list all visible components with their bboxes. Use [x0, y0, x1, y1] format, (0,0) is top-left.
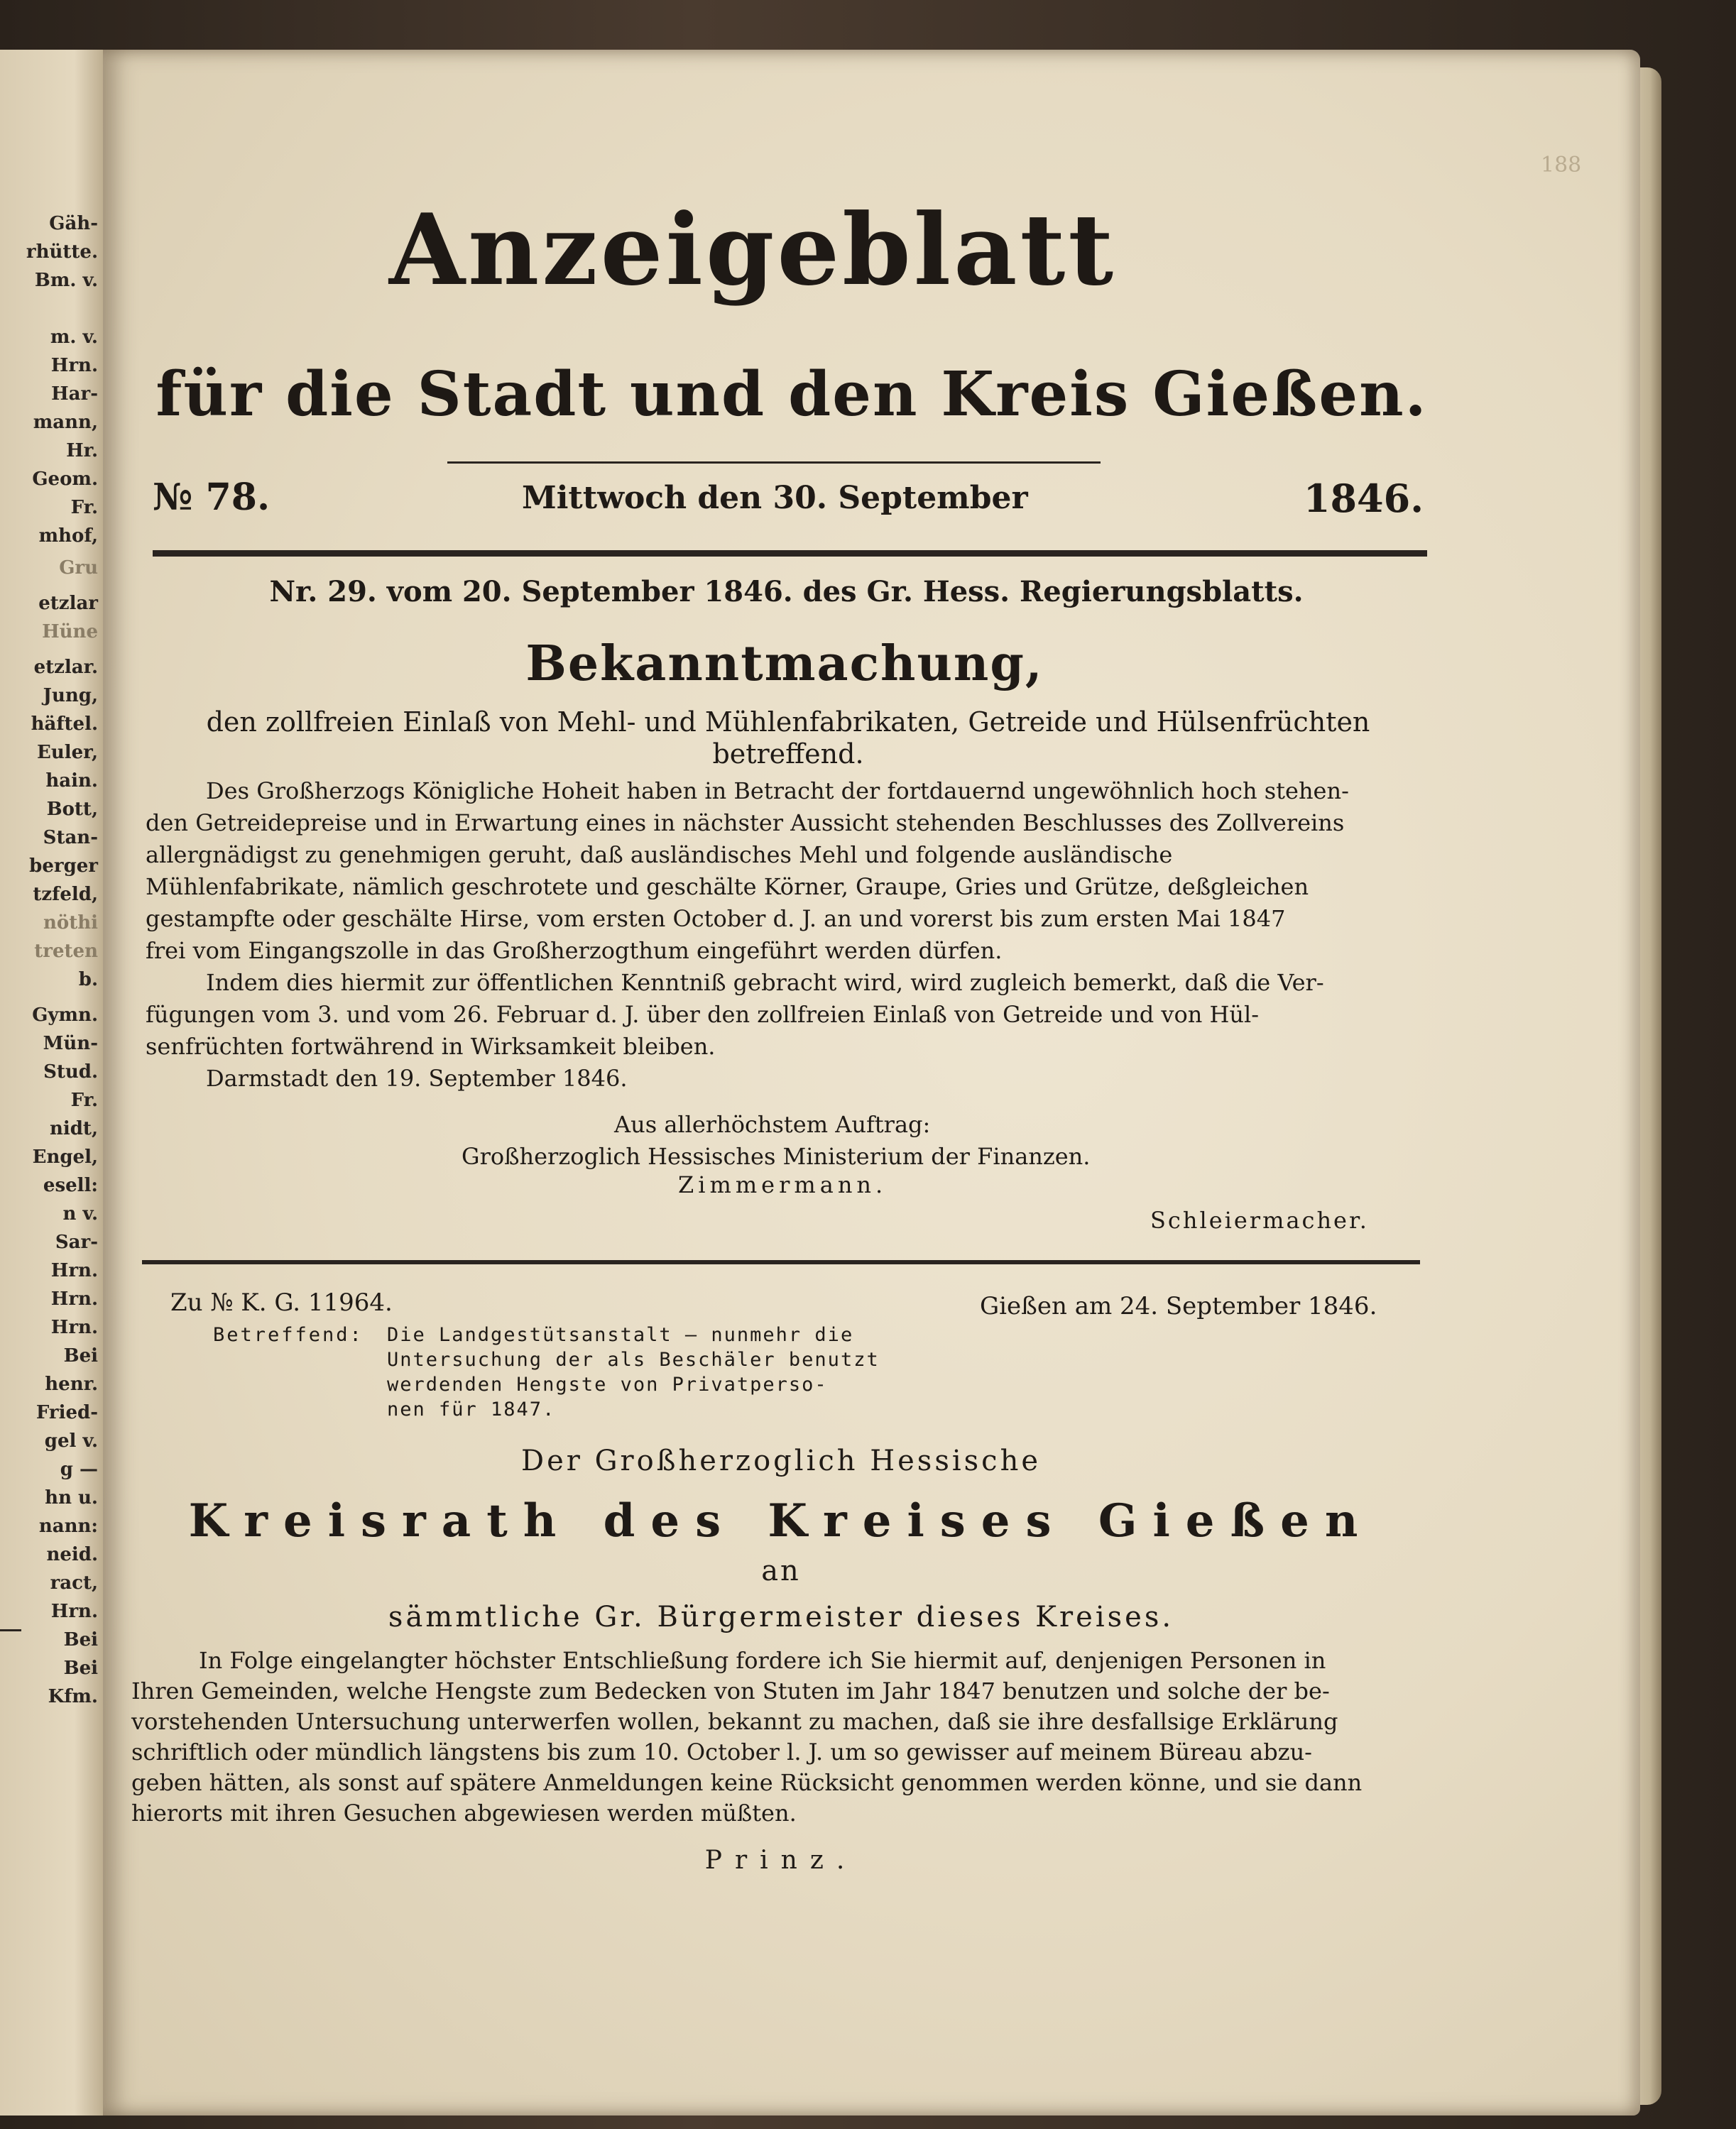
left-fragment: nöthi: [43, 912, 98, 934]
subject-line: nen für 1847.: [387, 1399, 556, 1421]
left-fragment: Geom.: [32, 469, 98, 490]
article1-body-line: Darmstadt den 19. September 1846.: [206, 1065, 628, 1092]
issue-number: № 78.: [153, 476, 271, 519]
subject-line: Untersuchung der als Beschäler benutzt: [387, 1349, 880, 1371]
left-fragment: Hr.: [66, 440, 98, 461]
article1-reference: Nr. 29. vom 20. September 1846. des Gr. Hess. Regierungsblatts.: [269, 575, 1304, 608]
left-fragment: etzlar.: [33, 657, 98, 678]
left-fragment: rhütte.: [26, 241, 98, 263]
left-fragment: Stud.: [43, 1061, 98, 1083]
addressee-line: sämmtliche Gr. Bürgermeister dieses Kreises.: [388, 1601, 1174, 1633]
subject-label: Betreffend:: [213, 1324, 364, 1346]
ministry-name: Großherzoglich Hessisches Ministerium der Finanzen.: [462, 1143, 1091, 1170]
left-fragment: gel v.: [44, 1430, 98, 1452]
left-fragment: g —: [60, 1459, 98, 1480]
left-fragment: tzfeld,: [33, 884, 98, 905]
article1-heading: Bekanntmachung,: [525, 635, 1044, 692]
left-fragment: mann,: [33, 412, 98, 433]
secretary-signature: Schleiermacher.: [1150, 1207, 1369, 1234]
left-fragment: Bei: [63, 1629, 98, 1651]
article2-reference: Zu № K. G. 11964.: [170, 1288, 393, 1317]
article2-body-line: hierorts mit ihren Gesuchen abgewiesen werden müßten.: [131, 1800, 797, 1827]
article1-body-line: Indem dies hiermit zur öffentlichen Kenntniß gebracht wird, wird zugleich bemerkt, daß die Ver-: [206, 969, 1324, 996]
left-fragment: neid.: [46, 1544, 98, 1565]
left-fragment: Hrn.: [50, 1288, 98, 1310]
issue-date: Mittwoch den 30. September: [522, 480, 1028, 516]
left-fragment: Stan-: [43, 827, 98, 848]
left-fragment: Hüne: [42, 621, 98, 642]
left-fragment: Gäh-: [49, 213, 98, 234]
article2-body-line: In Folge eingelangter höchster Entschließung fordere ich Sie hiermit auf, denjenigen Personen in: [199, 1647, 1326, 1674]
section-rule: [142, 1260, 1420, 1264]
left-fragment: esell:: [43, 1175, 98, 1196]
left-fragment: berger: [29, 855, 98, 877]
left-fragment: m. v.: [50, 327, 98, 348]
address-an: an: [761, 1555, 801, 1587]
left-fragment: Fried-: [36, 1402, 98, 1423]
left-fragment: hn u.: [45, 1487, 98, 1509]
masthead-subtitle: für die Stadt und den Kreis Gießen.: [155, 359, 1428, 430]
left-fragment: hain.: [45, 770, 98, 792]
article1-body-line: Des Großherzogs Königliche Hoheit haben in Betracht der fortdauernd ungewöhnlich hoch stehen-: [206, 777, 1349, 804]
page-number: 188: [1541, 153, 1582, 177]
left-fragment: Gymn.: [32, 1005, 98, 1026]
left-fragment: Bei: [63, 1658, 98, 1679]
left-fragment: Mün-: [43, 1033, 98, 1054]
left-fragment: Sar-: [55, 1232, 98, 1253]
article2-place-date: Gießen am 24. September 1846.: [980, 1292, 1377, 1320]
subject-line: werdenden Hengste von Privatperso-: [387, 1374, 828, 1396]
article1-body-line: frei vom Eingangszolle in das Großherzogthum eingeführt werden dürfen.: [146, 937, 1003, 964]
article1-body-line: gestampfte oder geschälte Hirse, vom ersten October d. J. an und vorerst bis zum ersten Mai 1847: [146, 905, 1286, 932]
minister-signature: Zimmermann.: [678, 1171, 888, 1198]
left-fragment: Fr.: [70, 1090, 98, 1111]
left-fragment: nidt,: [49, 1118, 98, 1139]
left-fragment: Engel,: [32, 1146, 98, 1168]
article1-body-line: den Getreidepreise und in Erwartung eines in nächster Aussicht stehenden Beschlusses des Zollvereins: [146, 809, 1345, 836]
left-fragment: Fr.: [70, 497, 98, 518]
left-fragment: Hrn.: [50, 1317, 98, 1338]
left-fragment: Jung,: [43, 685, 98, 706]
left-fragment: b.: [78, 969, 98, 990]
article1-body-line: fügungen vom 3. und vom 26. Februar d. J. über den zollfreien Einlaß von Getreide und von Hül-: [146, 1001, 1260, 1028]
left-fragment: Gru: [59, 557, 98, 579]
left-fragment: Kfm.: [48, 1686, 98, 1707]
left-fragment: ract,: [50, 1572, 98, 1594]
masthead-rule: [447, 461, 1101, 464]
article1-body-line: allergnädigst zu genehmigen geruht, daß ausländisches Mehl und folgende ausländische: [146, 841, 1173, 868]
left-fragment: Hrn.: [50, 1601, 98, 1622]
header-rule: [153, 550, 1427, 557]
left-fragment: treten: [34, 941, 98, 962]
article1-body-line: Mühlenfabrikate, nämlich geschrotete und geschälte Körner, Graupe, Gries und Grütze, deßgleichen: [146, 873, 1309, 900]
left-fragment: henr.: [45, 1374, 98, 1395]
issue-row: [153, 476, 1424, 532]
issuer-line: Der Großherzoglich Hessische: [521, 1445, 1041, 1477]
left-fragment: Euler,: [37, 742, 98, 763]
article2-body-line: vorstehenden Untersuchung unterwerfen wollen, bekannt zu machen, daß sie ihre desfallsige Erklärung: [131, 1708, 1338, 1735]
article1-subheading: betreffend.: [712, 738, 864, 770]
authority-label: Aus allerhöchstem Auftrag:: [614, 1111, 931, 1138]
left-fragment: Hrn.: [50, 355, 98, 376]
article1-body-line: senfrüchten fortwährend in Wirksamkeit bleiben.: [146, 1033, 716, 1060]
left-fragment: Bei: [63, 1345, 98, 1367]
left-fragment: etzlar: [38, 593, 98, 614]
article2-body-line: geben hätten, als sonst auf spätere Anmeldungen keine Rücksicht genommen werden könne, und sie dann: [131, 1769, 1363, 1796]
left-fragment: Bott,: [46, 799, 98, 820]
article2-body-line: Ihren Gemeinden, welche Hengste zum Bedecken von Stuten im Jahr 1847 benutzen und solche der be-: [131, 1678, 1330, 1704]
masthead-title: Anzeigeblatt: [388, 192, 1117, 307]
article2-body-line: schriftlich oder mündlich längstens bis zum 10. October l. J. um so gewisser auf meinem Büreau abzu-: [131, 1739, 1312, 1766]
left-fragment: Har-: [51, 383, 98, 405]
left-fragment: n v.: [62, 1203, 98, 1225]
article2-signature: Prinz.: [704, 1846, 858, 1875]
left-fragment: häftel.: [31, 713, 98, 735]
article1-subheading: den zollfreien Einlaß von Mehl- und Mühlenfabrikaten, Getreide und Hülsenfrüchten: [206, 706, 1370, 738]
left-page-edge: [0, 50, 107, 2116]
subject-line: Die Landgestütsanstalt — nunmehr die: [387, 1324, 854, 1346]
left-fragment: Hrn.: [50, 1260, 98, 1281]
left-fragment: mhof,: [38, 525, 98, 547]
left-page-rule: [0, 1629, 21, 1631]
issue-year: 1846.: [1303, 476, 1424, 521]
issuer-title: Kreisrath des Kreises Gießen: [188, 1494, 1374, 1548]
left-fragment: nann:: [38, 1516, 98, 1537]
left-fragment: Bm. v.: [34, 270, 98, 291]
